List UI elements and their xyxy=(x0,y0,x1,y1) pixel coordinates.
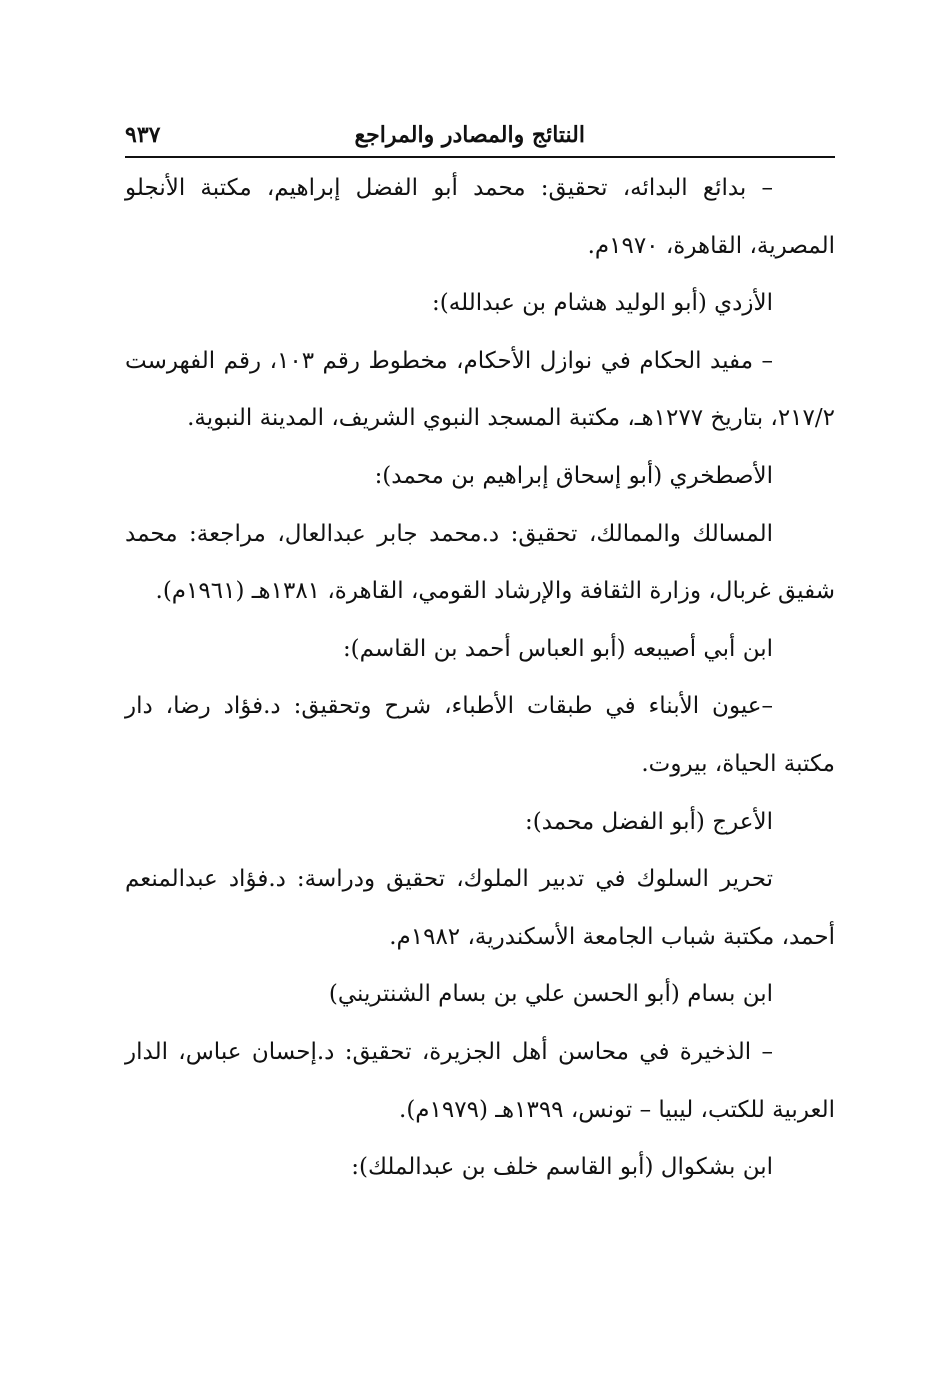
page-header xyxy=(125,118,835,158)
bibliography-list xyxy=(125,160,835,1197)
bibliography-entry: المسالك والممالك، تحقيق: د.محمد جابر عبدالعال، مراجعة: محمد شفيق غربال، وزارة الثقافة والإرشاد القومي، القاهرة، ١٣٨١هـ (١٩٦١م). xyxy=(125,520,835,605)
bibliography-entry: – الذخيرة في محاسن أهل الجزيرة، تحقيق: د.إحسان عباس، الدار العربية للكتب، ليبيا – تونس، ١٣٩٩هـ (١٩٧٩م). xyxy=(125,1038,835,1123)
bibliography-entry: – مفيد الحكام في نوازل الأحكام، مخطوط رقم ١٠٣، رقم الفهرست ٢١٧/٢، بتاريخ ١٢٧٧هـ، مكتبة المسجد النبوي الشريف، المدينة النبوية. xyxy=(125,347,835,432)
bibliography-entry: – بدائع البدائه، تحقيق: محمد أبو الفضل إبراهيم، مكتبة الأنجلو المصرية، القاهرة، ١٩٧٠م. xyxy=(125,175,835,259)
author-heading: الأصطخري (أبو إسحاق إبراهيم بن محمد): xyxy=(374,462,773,489)
author-heading: ابن أبي أصيبعه (أبو العباس أحمد بن القاسم): xyxy=(342,635,773,662)
author-heading: الأعرج (أبو الفضل محمد): xyxy=(524,808,773,835)
bibliography-entry: –عيون الأبناء في طبقات الأطباء، شرح وتحقيق: د.فؤاد رضا، دار مكتبة الحياة، بيروت. xyxy=(125,693,835,777)
page-number: ٩٣٧ xyxy=(125,122,161,148)
author-heading: الأزدي (أبو الوليد هشام بن عبدالله): xyxy=(432,290,773,317)
bibliography-entry: تحرير السلوك في تدبير الملوك، تحقيق ودراسة: د.فؤاد عبدالمنعم أحمد، مكتبة شباب الجامعة الأسكندرية، ١٩٨٢م. xyxy=(125,866,835,950)
running-title: النتائج والمصادر والمراجع xyxy=(354,122,585,148)
author-heading: ابن بسام (أبو الحسن علي بن بسام الشنتريني) xyxy=(328,981,773,1008)
author-heading: ابن بشكوال (أبو القاسم خلف بن عبدالملك): xyxy=(351,1154,773,1181)
